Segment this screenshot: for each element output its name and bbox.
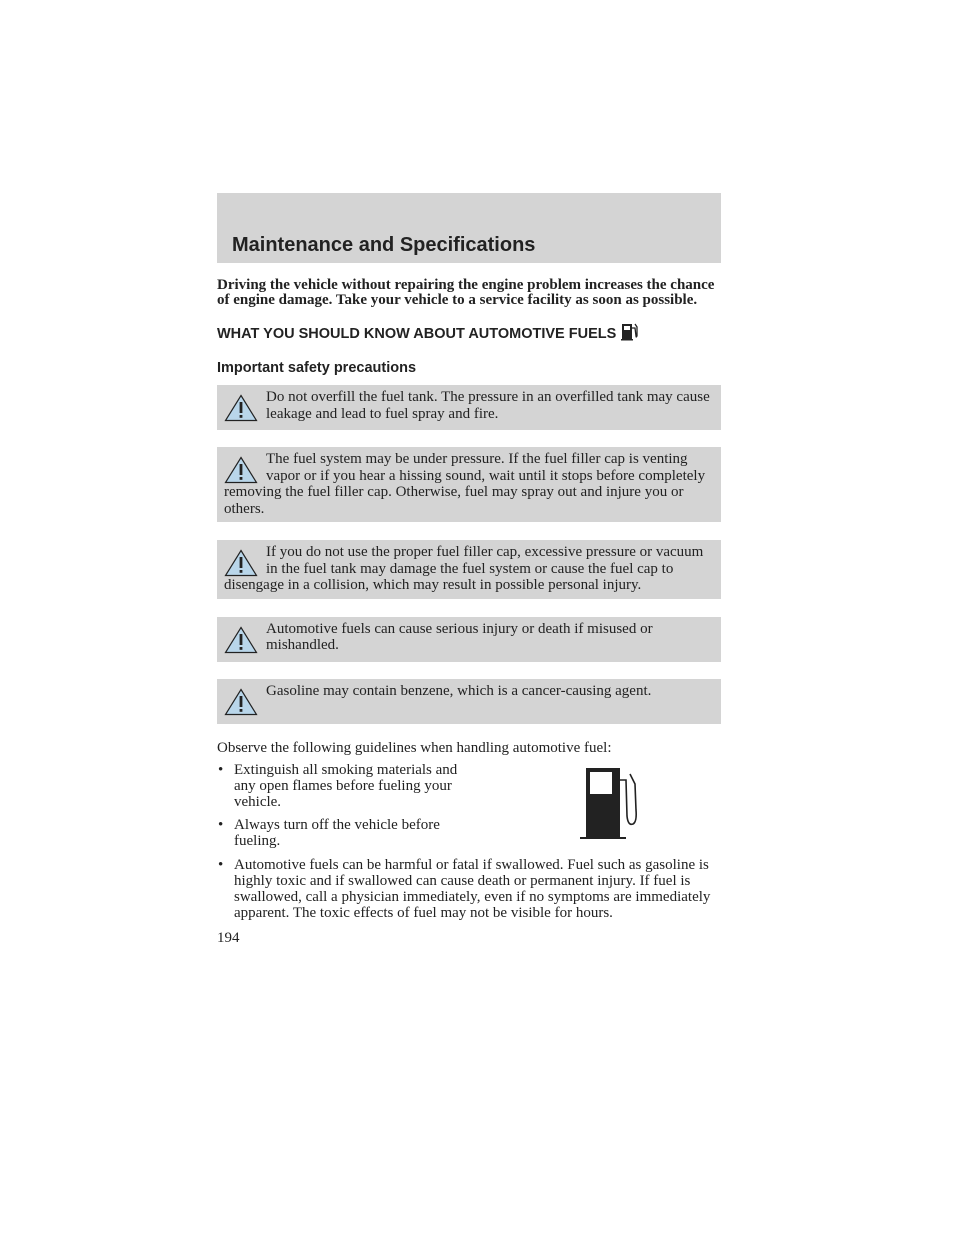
warning-triangle-icon	[224, 688, 258, 716]
page-title: Maintenance and Specifications	[232, 234, 536, 256]
warning-box	[217, 385, 721, 430]
warning-box	[217, 617, 721, 662]
warning-box	[217, 540, 721, 599]
warning-text: Do not overfill the fuel tank. The pressure in an overfilled tank may cause leakage and lead to fuel spray and fire.	[266, 389, 710, 422]
manual-page	[217, 193, 721, 947]
warning-text: The fuel system may be under pressure. If the fuel filler cap is venting vapor or if you hear a hissing sound, wait until it stops before completely removing the fuel filler cap. Otherwise, fuel may spray out and injure you or others.	[224, 451, 706, 517]
page-number: 194	[217, 930, 240, 947]
bullet: •	[218, 761, 224, 778]
warning-triangle-icon	[224, 394, 258, 422]
list-item-text: Always turn off the vehicle before fueling.	[234, 817, 440, 850]
warning-triangle-icon	[224, 626, 258, 654]
warning-box	[217, 679, 721, 724]
warning-text: If you do not use the proper fuel filler cap, excessive pressure or vacuum in the fuel tank may damage the fuel system or cause the fuel cap to disengage in a collision, which may result in possible personal injury.	[224, 544, 704, 593]
section-heading-text: WHAT YOU SHOULD KNOW ABOUT AUTOMOTIVE FUELS	[217, 326, 617, 342]
header-band	[217, 193, 721, 263]
bullet: •	[218, 856, 224, 873]
list-item	[217, 817, 721, 849]
subsection-heading: Important safety precautions	[217, 360, 417, 376]
fuel-pump-icon	[620, 322, 640, 346]
warning-text: Automotive fuels can cause serious injury or death if misused or mishandled.	[266, 620, 653, 653]
warning-triangle-icon	[224, 456, 258, 484]
list-item	[217, 762, 721, 811]
engine-damage-warning-text: Driving the vehicle without repairing the engine problem increases the chance of engine damage. Take your vehicle to a service facility as soon as possible.	[217, 277, 715, 308]
list-item-text: Automotive fuels can be harmful or fatal if swallowed. Fuel such as gasoline is highly toxic and if swallowed can cause death or permanent injury. If fuel is swallowed, call a physician immediately, even if no symptoms are immediately apparent. The toxic effects of fuel may not be visible for hours.	[234, 856, 711, 922]
guidelines-list	[217, 762, 721, 922]
warning-text: Gasoline may contain benzene, which is a cancer-causing agent.	[266, 682, 652, 699]
section-heading	[217, 322, 721, 346]
warning-triangle-icon	[224, 549, 258, 577]
guidelines-intro: Observe the following guidelines when handling automotive fuel:	[217, 739, 612, 756]
list-item	[217, 857, 721, 922]
warning-box	[217, 447, 721, 522]
list-item-text: Extinguish all smoking materials and any open flames before fueling your vehicle.	[234, 761, 458, 810]
bullet: •	[218, 817, 224, 834]
